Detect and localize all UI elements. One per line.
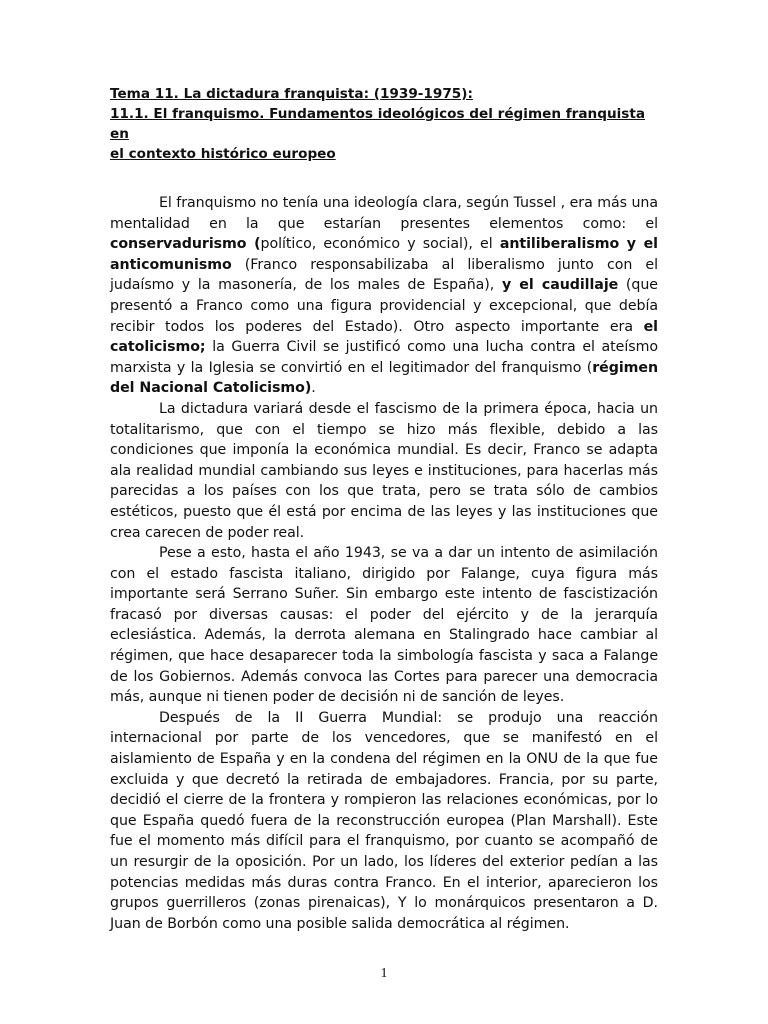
text-run: la Guerra Civil se justificó como una lucha contra el ateísmo marxista y la Iglesia se convirtió en el legitimador del franquismo ( [110, 339, 658, 376]
heading-spacer [110, 164, 658, 193]
text-run: (que presentó a Franco como una figura providencial y excepcional, que debía recibir todos los poderes del Estado). Otro aspecto importante era [110, 277, 658, 335]
text-run: El franquismo no tenía una ideología clara, según Tussel , era más una mentalidad en la que estarían presentes elementos como: el [110, 195, 658, 232]
bold-term: conservadurismo ( [110, 236, 261, 253]
paragraph-evolution: La dictadura variará desde el fascismo de la primera época, hacia un totalitarismo, que con el tiempo se hizo más flexible, debido a las condiciones que imponía la económica mundial. Es decir, Franco se adapta ala realidad mundial cambiando sus leyes e instituciones, para hacerlas más parecidas a los países con los que trata, pero se trata sólo de cambios estéticos, puesto que él está por encima de las leyes y las instituciones que crea carecen de poder real. [110, 400, 658, 541]
bold-term: régimen del Nacional Catolicismo) [110, 359, 658, 397]
bold-term: el catolicismo; [110, 318, 658, 356]
paragraph-postwar: Después de la II Guerra Mundial: se produjo una reacción internacional por parte de los vencedores, que se manifestó en el aislamiento de España y en la condena del régimen en la ONU de la que fue excluida y que decretó la retirada de embajadores. Francia, por su parte, decidió el cierre de la frontera y rompieron las relaciones económicas, por lo que España quedó fuera de la reconstrucción europea (Plan Marshall). Este fue el momento más difícil para el franquismo, por cuanto se acompañó de un resurgir de la oposición. Por un lado, los líderes del exterior pedían a las potencias medidas más duras contra Franco. En el interior, aparecieron los grupos guerrilleros (zonas pirenaicas), Y lo monárquicos presentaron a D. Juan de Borbón como una posible salida democrática al régimen. [110, 709, 658, 932]
heading-line-3: el contexto histórico europeo [110, 146, 336, 162]
paragraph-fascist-assimilation: Pese a esto, hasta el año 1943, se va a dar un intento de asimilación con el estado fascista italiano, dirigido por Falange, cuya figura más importante será Serrano Suñer. Sin embargo este intento de fascistización fracasó por diversas causas: el poder del ejército y de la jerarquía eclesiástica. Además, la derrota alemana en Stalingrado hace cambiar al régimen, que hace desaparecer toda la simbología fascista y saca a Falange de los Gobiernos. Además convoca las Cortes para parecer una democracia más, aunque ni tienen poder de decisión ni de sanción de leyes. [110, 545, 658, 706]
text-run: político, económico y social), el [260, 236, 500, 253]
bold-term: antiliberalismo y el anticomunismo [110, 236, 658, 273]
heading-line-2: 11.1. El franquismo. Fundamentos ideológicos del régimen franquista en [110, 106, 646, 142]
paragraph-ideology [110, 193, 658, 399]
text-run: (Franco responsabilizaba al liberalismo junto con el judaísmo y la masonería, de los males de España), [110, 256, 658, 294]
page-number: 1 [380, 966, 388, 981]
document-heading [110, 84, 658, 164]
bold-term: y el caudillaje [501, 277, 619, 294]
text-run: . [311, 380, 316, 397]
heading-line-1: Tema 11. La dictadura franquista: (1939-1975): [110, 86, 473, 102]
